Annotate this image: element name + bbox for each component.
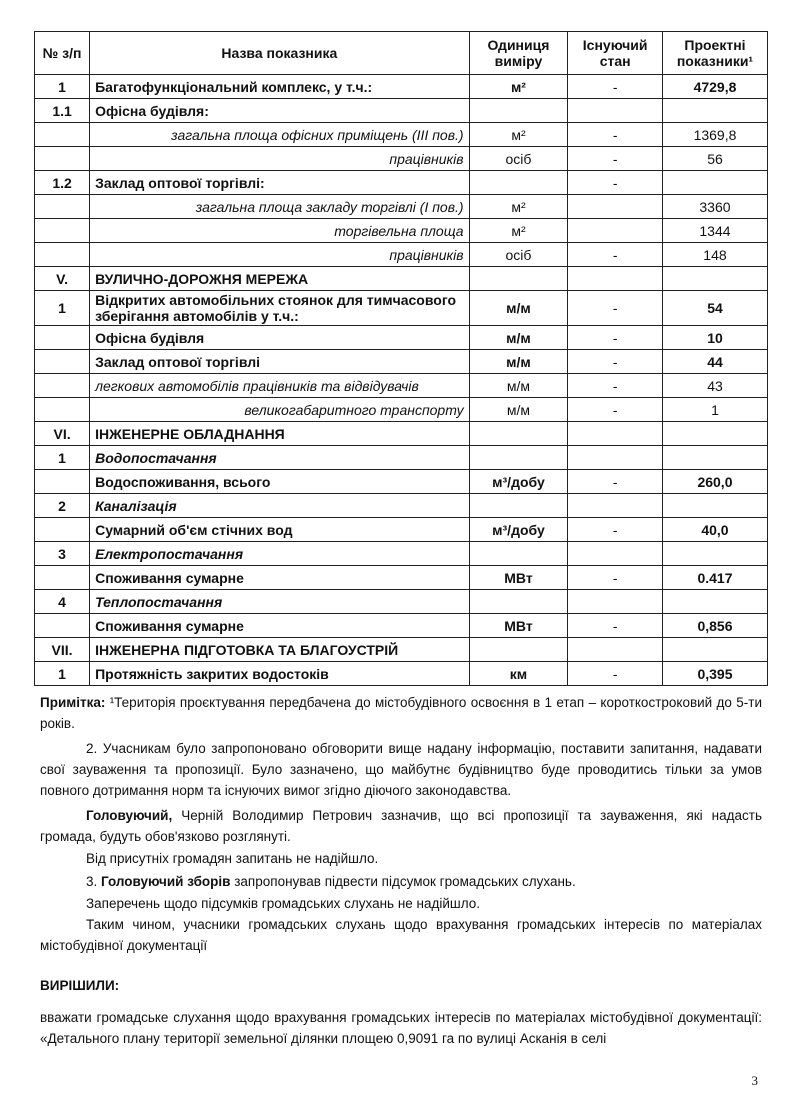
row-num — [35, 350, 90, 374]
row-name: торгівельна площа — [90, 219, 469, 243]
indicators-table-body — [35, 32, 768, 686]
row-unit: км — [469, 662, 568, 686]
row-name: легкових автомобілів працівників та відвідувачів — [90, 374, 469, 398]
table-header-row — [35, 32, 768, 75]
row-num: VI. — [35, 422, 90, 446]
row-name: ІНЖЕНЕРНЕ ОБЛАДНАННЯ — [90, 422, 469, 446]
row-projected: 10 — [662, 326, 767, 350]
row-num: V. — [35, 267, 90, 291]
table-row — [35, 662, 768, 686]
row-existing — [568, 590, 663, 614]
row-unit — [469, 542, 568, 566]
row-projected: 0.417 — [662, 566, 767, 590]
row-name: великогабаритного транспорту — [90, 398, 469, 422]
table-row — [35, 350, 768, 374]
row-existing — [568, 494, 663, 518]
row-name: Електропостачання — [90, 542, 469, 566]
row-name: загальна площа закладу торгівлі (I пов.) — [90, 195, 469, 219]
row-num — [35, 147, 90, 171]
table-row — [35, 614, 768, 638]
p3-label: Головуючий зборів — [101, 874, 231, 889]
table-row — [35, 75, 768, 99]
row-existing — [568, 422, 663, 446]
row-projected — [662, 99, 767, 123]
row-projected — [662, 171, 767, 195]
row-projected: 40,0 — [662, 518, 767, 542]
row-existing: - — [568, 123, 663, 147]
row-unit: МВт — [469, 566, 568, 590]
row-name: загальна площа офісних приміщень (III пов.) — [90, 123, 469, 147]
header-projected: Проектні показники¹ — [662, 32, 767, 75]
conclusion-paragraph: Таким чином, учасники громадських слухань щодо врахування громадських інтересів по матеріалах містобудівної документації — [40, 917, 762, 953]
row-existing: - — [568, 614, 663, 638]
table-row — [35, 446, 768, 470]
row-unit: м³/добу — [469, 518, 568, 542]
row-num: 1 — [35, 662, 90, 686]
row-existing: - — [568, 291, 663, 326]
row-unit: м² — [469, 219, 568, 243]
row-existing: - — [568, 171, 663, 195]
row-projected: 1 — [662, 398, 767, 422]
row-num: 1.2 — [35, 171, 90, 195]
row-num: 1.1 — [35, 99, 90, 123]
row-existing — [568, 542, 663, 566]
table-row — [35, 171, 768, 195]
row-num — [35, 614, 90, 638]
p3-number: 3. — [86, 874, 102, 889]
table-row — [35, 326, 768, 350]
table-row — [35, 470, 768, 494]
page-number: 3 — [751, 1073, 758, 1088]
row-num — [35, 470, 90, 494]
table-row — [35, 374, 768, 398]
row-unit: м³/добу — [469, 470, 568, 494]
row-unit: м/м — [469, 398, 568, 422]
row-unit — [469, 171, 568, 195]
row-name: Офісна будівля — [90, 326, 469, 350]
row-num — [35, 326, 90, 350]
table-row — [35, 147, 768, 171]
row-name: працівників — [90, 147, 469, 171]
table-row — [35, 542, 768, 566]
row-existing: - — [568, 398, 663, 422]
row-projected: 44 — [662, 350, 767, 374]
row-existing: - — [568, 566, 663, 590]
row-projected: 56 — [662, 147, 767, 171]
row-projected: 3360 — [662, 195, 767, 219]
header-existing: Існуючий стан — [568, 32, 663, 75]
row-num — [35, 374, 90, 398]
table-row — [35, 494, 768, 518]
table-row — [35, 243, 768, 267]
row-name: Заклад оптової торгівлі — [90, 350, 469, 374]
row-unit — [469, 638, 568, 662]
row-name: Споживання сумарне — [90, 566, 469, 590]
row-projected — [662, 494, 767, 518]
row-name: Заклад оптової торгівлі: — [90, 171, 469, 195]
row-num: 2 — [35, 494, 90, 518]
table-row — [35, 195, 768, 219]
row-num — [35, 219, 90, 243]
row-unit: м² — [469, 123, 568, 147]
table-row — [35, 267, 768, 291]
row-num: VII. — [35, 638, 90, 662]
header-unit: Одиниця виміру — [469, 32, 568, 75]
no-objections-paragraph: Заперечень щодо підсумків громадських слухань не надійшло. — [86, 896, 481, 911]
row-unit: м/м — [469, 374, 568, 398]
row-projected: 1344 — [662, 219, 767, 243]
row-existing: - — [568, 350, 663, 374]
row-existing: - — [568, 243, 663, 267]
row-name: Протяжність закритих водостоків — [90, 662, 469, 686]
row-unit — [469, 422, 568, 446]
table-row — [35, 518, 768, 542]
table-row — [35, 638, 768, 662]
row-unit: м/м — [469, 350, 568, 374]
indicators-table — [34, 31, 768, 686]
row-name: ВУЛИЧНО-ДОРОЖНЯ МЕРЕЖА — [90, 267, 469, 291]
row-projected — [662, 638, 767, 662]
row-unit: м² — [469, 75, 568, 99]
table-row — [35, 398, 768, 422]
note-label: Примітка: — [40, 695, 106, 710]
decision-paragraph: вважати громадське слухання щодо врахування громадських інтересів по матеріалах містобудівної документації: «Детального плану території земельної ділянки площею 0,9091 га по вулиці Асканія в селі — [40, 1010, 762, 1046]
decided-heading: ВИРІШИЛИ: — [40, 978, 120, 993]
row-projected: 0,856 — [662, 614, 767, 638]
row-name: Теплопостачання — [90, 590, 469, 614]
row-num — [35, 518, 90, 542]
row-existing: - — [568, 518, 663, 542]
row-name: Офісна будівля: — [90, 99, 469, 123]
row-existing — [568, 267, 663, 291]
paragraph-3 — [40, 871, 800, 892]
row-num: 1 — [35, 291, 90, 326]
row-num: 1 — [35, 75, 90, 99]
row-existing — [568, 446, 663, 470]
chair-text: Черній Володимир Петрович зазначив, що всі пропозиції та зауваження, які надасть громада, будуть обов'язково розглянуті. — [40, 808, 762, 844]
paragraph-2: 2. Учасникам було запропоновано обговорити вище надану інформацію, поставити запитання, надавати свої зауваження та пропозиції. Було зазначено, що майбутнє будівництво буде проводитись тільки за умов повного дотримання норм та існуючих вимог згідно діючого законодавства. — [40, 741, 762, 798]
row-name: Багатофункціональний комплекс, у т.ч.: — [90, 75, 469, 99]
row-num: 1 — [35, 446, 90, 470]
row-num — [35, 566, 90, 590]
row-projected: 0,395 — [662, 662, 767, 686]
row-name: працівників — [90, 243, 469, 267]
table-row — [35, 590, 768, 614]
row-projected: 1369,8 — [662, 123, 767, 147]
row-num — [35, 398, 90, 422]
row-name: Споживання сумарне — [90, 614, 469, 638]
row-existing — [568, 195, 663, 219]
row-num — [35, 195, 90, 219]
chair-paragraph — [40, 805, 762, 847]
table-row — [35, 291, 768, 326]
row-existing — [568, 638, 663, 662]
row-unit — [469, 446, 568, 470]
row-name: Водоспоживання, всього — [90, 470, 469, 494]
row-projected — [662, 422, 767, 446]
row-unit — [469, 99, 568, 123]
row-name: Водопостачання — [90, 446, 469, 470]
row-projected: 148 — [662, 243, 767, 267]
row-existing: - — [568, 75, 663, 99]
row-unit: м/м — [469, 291, 568, 326]
table-row — [35, 422, 768, 446]
row-unit — [469, 590, 568, 614]
row-unit — [469, 267, 568, 291]
row-existing — [568, 99, 663, 123]
row-num: 3 — [35, 542, 90, 566]
no-questions-paragraph: Від присутніх громадян запитань не надійшло. — [86, 851, 379, 866]
note-paragraph — [40, 692, 762, 734]
row-projected: 54 — [662, 291, 767, 326]
row-name: Каналізація — [90, 494, 469, 518]
row-existing: - — [568, 374, 663, 398]
table-row — [35, 123, 768, 147]
row-name: ІНЖЕНЕРНА ПІДГОТОВКА ТА БЛАГОУСТРІЙ — [90, 638, 469, 662]
row-existing: - — [568, 147, 663, 171]
row-num — [35, 123, 90, 147]
row-existing: - — [568, 470, 663, 494]
header-num: № з/п — [35, 32, 90, 75]
row-name: Сумарний об'єм стічних вод — [90, 518, 469, 542]
row-existing: - — [568, 326, 663, 350]
row-unit: осіб — [469, 147, 568, 171]
row-projected: 4729,8 — [662, 75, 767, 99]
p3-text: запропонував підвести підсумок громадських слухань. — [230, 874, 576, 889]
row-unit: МВт — [469, 614, 568, 638]
table-row — [35, 566, 768, 590]
row-name: Відкритих автомобільних стоянок для тимчасового зберігання автомобілів у т.ч.: — [90, 291, 469, 326]
header-name: Назва показника — [90, 32, 469, 75]
row-unit: осіб — [469, 243, 568, 267]
row-projected — [662, 446, 767, 470]
row-projected — [662, 542, 767, 566]
note-text: ¹Територія проєктування передбачена до містобудівного освоєння в 1 етап – короткостроковий до 5-ти років. — [40, 695, 762, 731]
row-existing: - — [568, 662, 663, 686]
row-projected: 43 — [662, 374, 767, 398]
row-projected — [662, 590, 767, 614]
row-num — [35, 243, 90, 267]
row-projected: 260,0 — [662, 470, 767, 494]
row-unit — [469, 494, 568, 518]
row-existing — [568, 219, 663, 243]
row-projected — [662, 267, 767, 291]
table-row — [35, 99, 768, 123]
row-unit: м² — [469, 195, 568, 219]
row-unit: м/м — [469, 326, 568, 350]
chair-label: Головуючий, — [86, 808, 173, 823]
table-row — [35, 219, 768, 243]
row-num: 4 — [35, 590, 90, 614]
